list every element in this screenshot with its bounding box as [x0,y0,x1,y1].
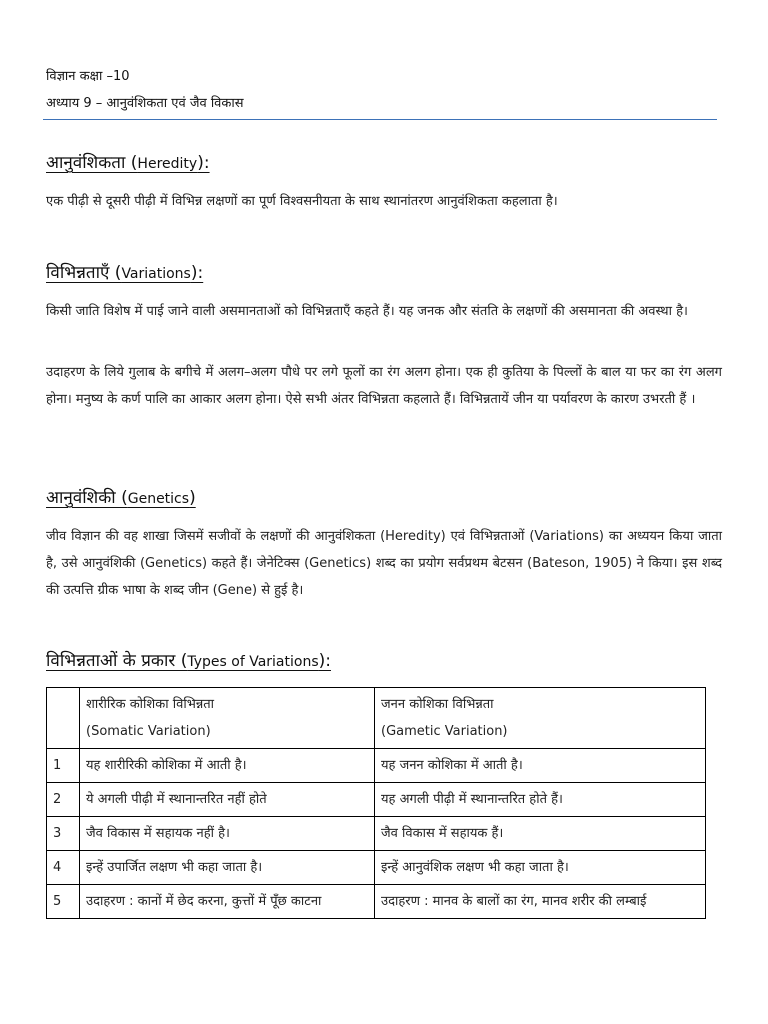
row-number: 2 [47,783,80,817]
gametic-cell: यह जनन कोशिका में आती है। [375,749,706,783]
gametic-header: जनन कोशिका विभिन्नता (Gametic Variation) [375,688,706,749]
row-number: 5 [47,885,80,919]
gametic-cell: इन्हें आनुवंशिक लक्षण भी कहा जाता है। [375,851,706,885]
somatic-cell: जैव विकास में सहायक नहीं है। [80,817,375,851]
class-line: विज्ञान कक्षा –10 [46,69,130,84]
table-row [47,783,706,817]
variations-table [46,687,706,919]
variations-example: उदाहरण के लिये गुलाब के बगीचे में अलग–अलग पौधे पर लगे फूलों का रंग अलग होना। एक ही कुतिया के पिल्लों के बाल या फर का रंग अलग होना। मनुष्य के कर्ण पालि का आकार अलग होना। ऐसे सभी अंतर विभिन्नता कहलाते हैं। विभिन्नतायें जीन या पर्यावरण के कारण उभरती हैं । [46,365,722,407]
table-header-row [47,688,706,749]
gametic-cell: यह अगली पीढ़ी में स्थानान्तरित होते हैं। [375,783,706,817]
somatic-cell: उदाहरण : कानों में छेद करना, कुत्तों में पूँछ काटना [80,885,375,919]
table-row [47,851,706,885]
chapter-line: अध्याय 9 – आनुवंशिकता एवं जैव विकास [46,96,244,111]
table-cell [47,688,80,749]
variations-definition: किसी जाति विशेष में पाई जाने वाली असमानताओं को विभिन्नताएँ कहते हैं। यह जनक और संतति के लक्षणों की असमानता की अवस्था है। [46,304,688,319]
genetics-text: जीव विज्ञान की वह शाखा जिसमें सजीवों के लक्षणों की आनुवंशिकता (Heredity) एवं विभिन्नताओं (Variations) का अध्ययन किया जाता है, उसे आनुवंशिकी (Genetics) कहते हैं। जेनेटिक्स (Genetics) शब्द का प्रयोग सर्वप्रथम बेटसन (Bateson, 1905) ने किया। इस शब्द की उत्पत्ति ग्रीक भाषा के शब्द जीन (Gene) से हुई है। [46,529,722,598]
somatic-cell: यह शारीरिकी कोशिका में आती है। [80,749,375,783]
heredity-heading: आनुवंशिकता (Heredity): [46,153,210,173]
row-number: 1 [47,749,80,783]
row-number: 4 [47,851,80,885]
table-row [47,817,706,851]
gametic-cell: उदाहरण : मानव के बालों का रंग, मानव शरीर की लम्बाई [375,885,706,919]
somatic-header: शारीरिक कोशिका विभिन्नता (Somatic Variation) [80,688,375,749]
row-number: 3 [47,817,80,851]
gametic-cell: जैव विकास में सहायक हैं। [375,817,706,851]
genetics-heading: आनुवंशिकी (Genetics) [46,488,196,508]
types-heading: विभिन्नताओं के प्रकार (Types of Variations): [46,651,331,671]
table-row [47,885,706,919]
somatic-cell: ये अगली पीढ़ी में स्थानान्तरित नहीं होते [80,783,375,817]
heredity-text: एक पीढ़ी से दूसरी पीढ़ी में विभिन्न लक्षणों का पूर्ण विश्वसनीयता के साथ स्थानांतरण आनुवंशिकता कहलाता है। [46,194,558,209]
somatic-cell: इन्हें उपार्जित लक्षण भी कहा जाता है। [80,851,375,885]
variations-heading: विभिन्नताएँ (Variations): [46,263,204,283]
table-row [47,749,706,783]
header-divider [43,119,717,120]
